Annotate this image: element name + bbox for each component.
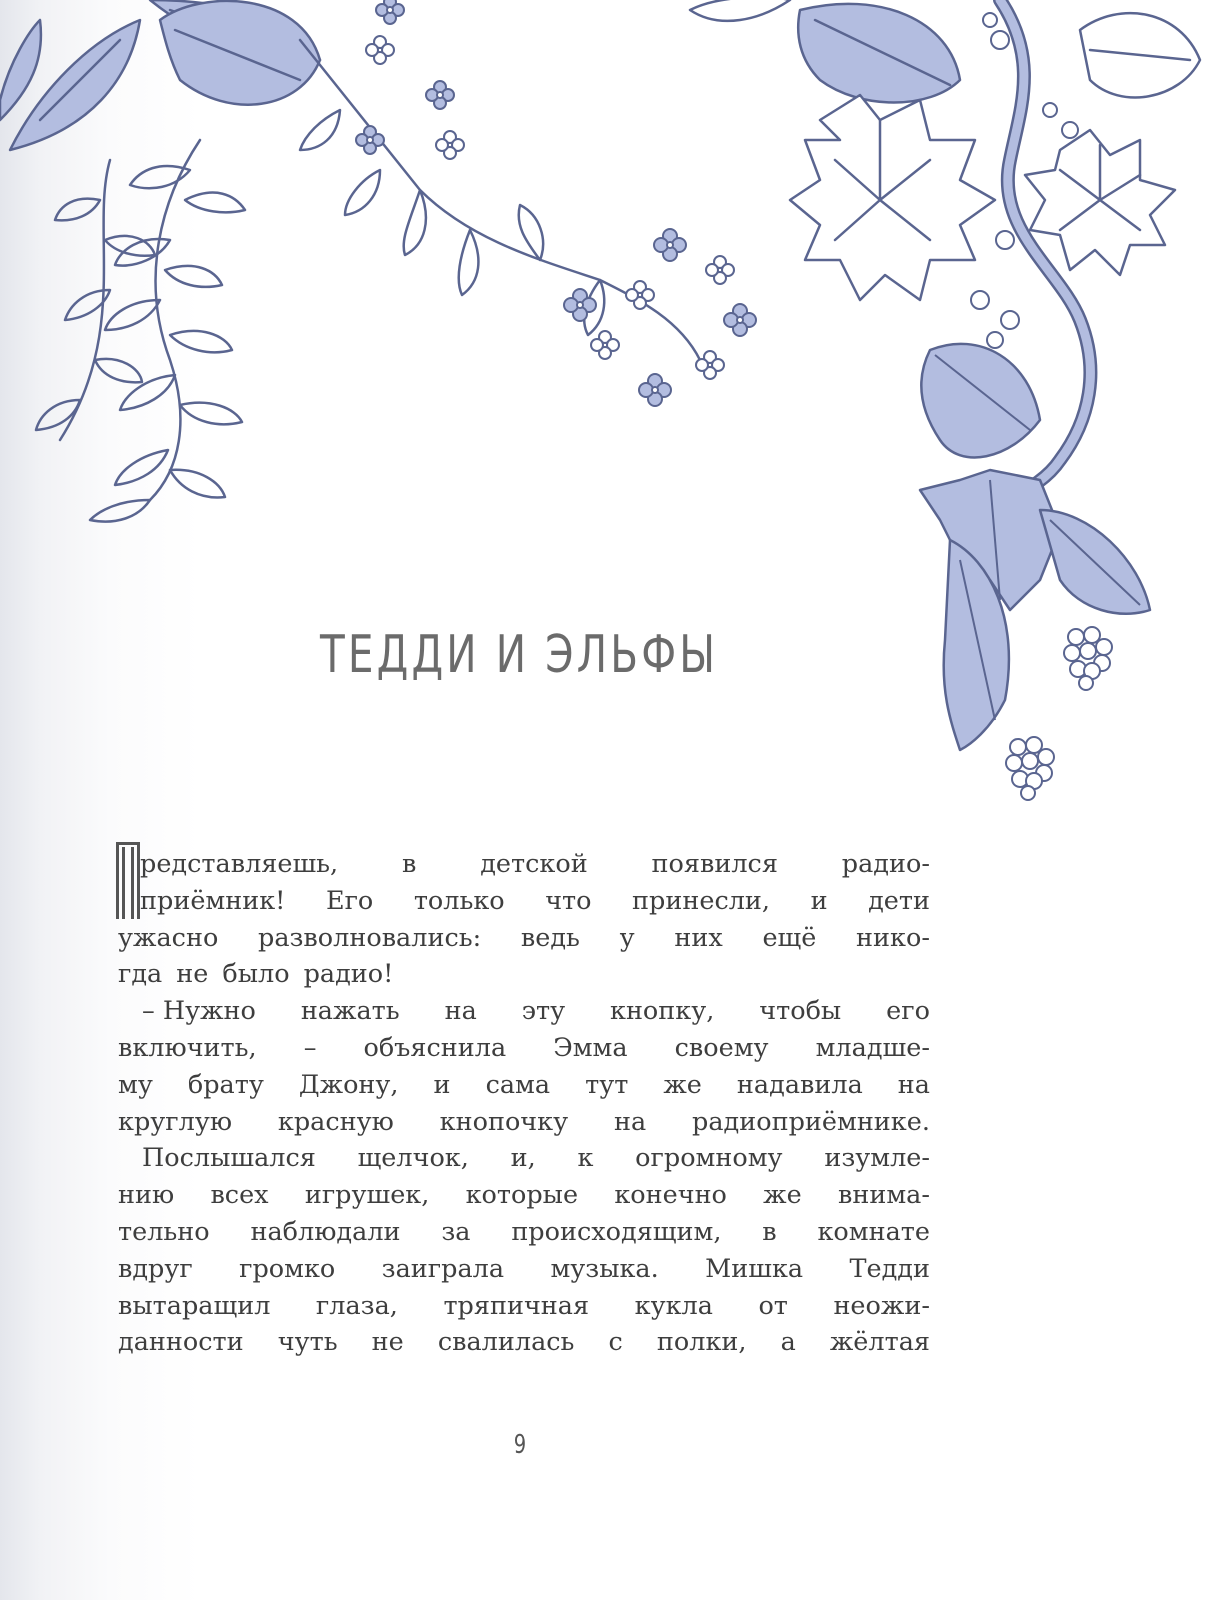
word: ещё — [762, 922, 817, 953]
word: кнопку, — [610, 996, 715, 1027]
word: у — [619, 922, 635, 953]
word: кукла — [634, 1290, 713, 1321]
word: только — [413, 885, 505, 916]
text-line — [118, 1030, 930, 1067]
word: надавила — [736, 1069, 863, 1100]
word: же — [763, 1180, 802, 1211]
word: радио- — [841, 849, 930, 879]
paragraph-3 — [118, 1140, 930, 1361]
word: происходящим, — [511, 1216, 722, 1247]
word: на — [897, 1069, 930, 1100]
chapter-title: ТЕДДИ И ЭЛЬФЫ — [320, 625, 719, 685]
word: му — [118, 1069, 153, 1100]
word: нию — [118, 1180, 175, 1211]
word: комнате — [817, 1216, 930, 1247]
word: нажать — [300, 996, 400, 1027]
word: и — [433, 1069, 451, 1100]
word: к — [577, 1143, 594, 1174]
paragraph-1 — [118, 846, 930, 993]
word: Послышался — [142, 1143, 316, 1174]
word: них — [674, 922, 723, 953]
text-line — [118, 883, 930, 920]
word: принесли, — [632, 885, 771, 916]
word: заиграла — [381, 1253, 505, 1284]
text-line — [118, 1177, 930, 1214]
word: ужасно — [118, 922, 219, 953]
word: свалилась — [437, 1327, 575, 1358]
word: за — [441, 1216, 471, 1247]
word: которые — [465, 1180, 579, 1211]
word: и — [810, 885, 828, 916]
word: на — [444, 996, 477, 1027]
text-line — [118, 956, 930, 993]
word: не — [371, 1327, 404, 1358]
word: на — [613, 1106, 647, 1137]
word: огромному — [635, 1143, 783, 1174]
word: данности — [118, 1327, 244, 1358]
word: эту — [521, 996, 566, 1027]
word: объяснила — [363, 1032, 507, 1063]
word: красную — [277, 1106, 394, 1137]
word: разволновались: — [258, 922, 482, 953]
word: тряпичная — [443, 1290, 590, 1321]
word: своему — [674, 1032, 769, 1063]
text-line — [118, 920, 930, 957]
word: чтобы — [759, 996, 842, 1027]
word: тельно — [118, 1216, 210, 1247]
word: вдруг — [118, 1253, 193, 1284]
word: тут — [585, 1069, 629, 1100]
word: приёмник! — [140, 885, 286, 916]
word: жёлтая — [829, 1327, 930, 1358]
word: щелчок, — [357, 1143, 469, 1174]
text-line — [118, 993, 930, 1030]
word: младше- — [815, 1032, 930, 1063]
word: сама — [485, 1069, 551, 1100]
word: изумле- — [824, 1143, 930, 1174]
word: Эмма — [553, 1032, 628, 1063]
word: наблюдали — [250, 1216, 401, 1247]
text-line — [118, 1324, 930, 1361]
text-line — [118, 1140, 930, 1177]
word: полки, — [656, 1327, 747, 1358]
word: в — [402, 849, 417, 879]
word: с — [608, 1327, 623, 1358]
word: редставляешь, — [140, 849, 339, 879]
word: и, — [510, 1143, 536, 1174]
word: круглую — [118, 1106, 233, 1137]
word: – Нужно — [142, 996, 256, 1027]
word: чуть — [277, 1327, 338, 1358]
word: – — [303, 1032, 317, 1063]
word: Тедди — [849, 1253, 930, 1284]
word: конечно — [614, 1180, 727, 1211]
text-line — [118, 1067, 930, 1104]
word: появился — [651, 849, 778, 879]
word: в — [762, 1216, 777, 1247]
word: радиоприёмнике. — [692, 1106, 930, 1137]
word: внима- — [837, 1180, 930, 1211]
word: музыка. — [550, 1253, 659, 1284]
word: всех — [210, 1180, 269, 1211]
word: что — [545, 885, 592, 916]
text-line — [118, 1214, 930, 1251]
word: Мишка — [705, 1253, 804, 1284]
word: брату — [187, 1069, 264, 1100]
word: было — [222, 959, 290, 990]
word: кнопочку — [439, 1106, 569, 1137]
word: же — [663, 1069, 702, 1100]
word: детской — [480, 849, 588, 879]
word: от — [758, 1290, 788, 1321]
word: дети — [868, 885, 930, 916]
page-number: 9 — [513, 1430, 527, 1460]
word: неожи- — [833, 1290, 930, 1321]
word: его — [886, 996, 930, 1027]
paragraph-2 — [118, 993, 930, 1140]
word: глаза, — [315, 1290, 398, 1321]
body-text — [118, 846, 930, 1361]
word: не — [176, 959, 209, 990]
word: Джону, — [298, 1069, 399, 1100]
text-line — [118, 1288, 930, 1325]
word: громко — [239, 1253, 336, 1284]
word: ведь — [520, 922, 580, 953]
text-line — [118, 1104, 930, 1141]
word: включить, — [118, 1032, 257, 1063]
word: вытаращил — [118, 1290, 271, 1321]
text-line — [118, 1251, 930, 1288]
word: а — [780, 1327, 796, 1358]
word: нико- — [856, 922, 930, 953]
word: радио! — [303, 959, 394, 990]
text-line — [118, 846, 930, 883]
word: гда — [118, 959, 163, 990]
word: Его — [325, 885, 374, 916]
word: игрушек, — [304, 1180, 430, 1211]
